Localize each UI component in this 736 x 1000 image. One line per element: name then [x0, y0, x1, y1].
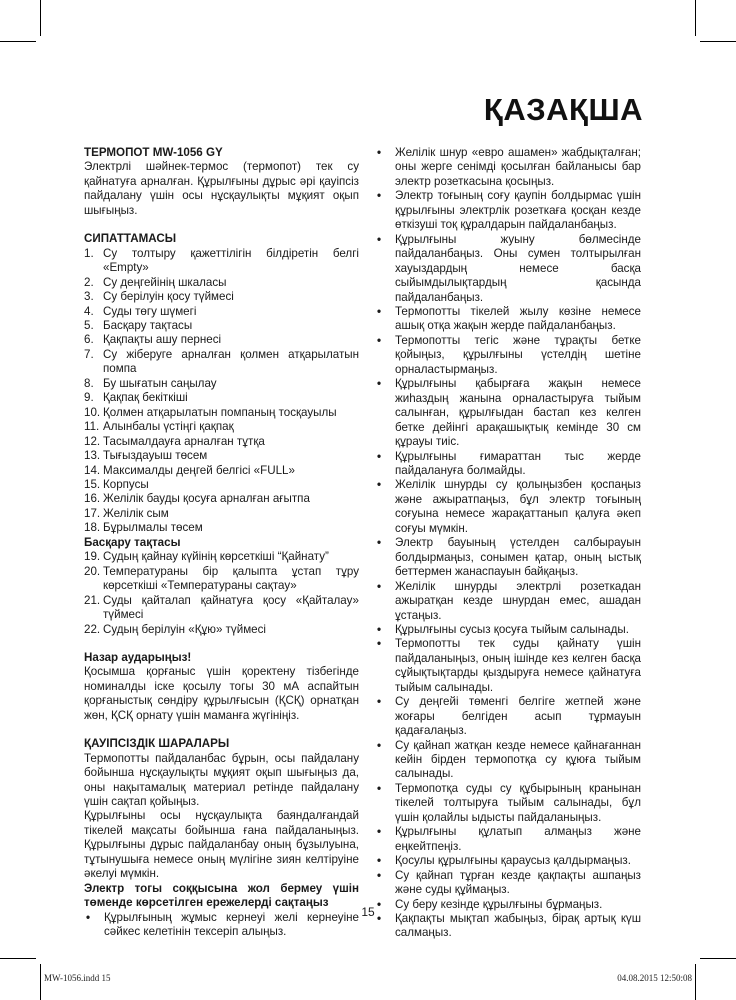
bullet-item: [375, 146, 641, 189]
safety-paragraph: Термопотты пайдаланбас бұрын, осы пайдалану бойынша нұсқаулықты мұқият оқып шығыңыз да, оны нақытамалық материал ретінде пайдалану үшін сақтап қойыңыз.: [84, 751, 359, 809]
list-item: [84, 377, 359, 391]
bullet-icon: •: [377, 146, 382, 159]
bullet-icon: •: [377, 232, 382, 246]
list-item-number: 22.: [84, 622, 101, 636]
bullet-icon: •: [86, 910, 91, 924]
bullet-text: Термопотты тек суды қайнату үшін пайдаланыңыз, оның ішінде кез келген басқа сұйықтықтарды қыздыруға немесе қайнатуға тыйым салынады.: [395, 637, 641, 694]
bullet-item: [375, 536, 641, 579]
list-item: [84, 247, 359, 276]
bullet-text: Құрылғыны ғимараттан тыс жерде пайдалануға болмайды.: [395, 449, 641, 477]
list-item-number: 6.: [84, 333, 94, 347]
list-item-text: Желілік сым: [103, 506, 169, 520]
bullet-item: [375, 377, 641, 449]
bullet-text: Қосулы құрылғыны қараусыз қалдырмаңыз.: [395, 854, 631, 868]
list-item-text: Тасымалдауға арналған тұтқа: [103, 434, 265, 448]
bullet-text: Су деңгейі төменгі белгіге жетпей және жоғары белгіден асып тұрмауын қадағалаңыз.: [395, 695, 641, 738]
bullet-item: [375, 912, 641, 941]
bullet-text: Қақпақты мықтап жабыңыз, бірақ артық күш салмаңыз.: [395, 912, 641, 940]
bullet-item: [375, 580, 641, 623]
bullet-icon: •: [377, 478, 382, 492]
bullet-item: [375, 782, 641, 825]
bullet-icon: •: [377, 536, 382, 550]
list-item-number: 18.: [84, 521, 101, 535]
list-item-number: 14.: [84, 463, 101, 477]
bullet-icon: •: [377, 825, 382, 839]
list-item-number: 2.: [84, 275, 94, 289]
language-title: ҚАЗАҚША: [483, 92, 643, 127]
bullet-item: [375, 478, 641, 536]
bullet-item: [375, 334, 641, 377]
list-item-text: Су жіберуге арналған қолмен атқарылатын помпа: [103, 347, 359, 376]
list-item-number: 1.: [84, 246, 94, 260]
list-item-number: 19.: [84, 550, 101, 564]
safety-bullets-left: [84, 911, 359, 940]
list-item-number: 5.: [84, 318, 94, 332]
safety-bullets-right: [375, 146, 641, 941]
bullet-text: Құрылғыны сусыз қосуға тыйым салынады.: [395, 622, 629, 636]
bullet-text: Құрылғыны құлатып алмаңыз және еңкейтпеңіз.: [395, 825, 641, 853]
list-item-text: Алынбалы үстіңгі қақпақ: [103, 420, 234, 434]
list-item: [84, 391, 359, 405]
bullet-item: [375, 695, 641, 738]
list-item-text: Бұрылмалы төсем: [103, 521, 203, 535]
bullet-item: [375, 450, 641, 479]
bullet-text: Электр тоғының соғу қаупін болдырмас үшін құрылғыны электрлік розеткаға қосқан кезде өткізуші тоқ құралдарын пайдаланбаңыз.: [395, 189, 641, 232]
bullet-icon: •: [377, 738, 382, 752]
bullet-text: Құрылғының жұмыс кернеуі желі кернеуіне сәйкес келетінін тексеріп алыңыз.: [104, 910, 359, 939]
list-item-text: Басқару тақтасы: [103, 318, 193, 332]
attention-heading: Назар аударыңыз!: [84, 650, 192, 664]
bullet-text: Құрылғыны қабырғаға жақын немесе жиһаздың жанына орналастыруға тыйым салынған, құрылғыдан бастап кез келген бетке дейінгі арақашықтық кемінде 30 см құрауы тиіс.: [395, 377, 641, 449]
list-item-number: 21.: [84, 593, 101, 607]
list-item: [84, 319, 359, 333]
list-item-text: Суды қайталап қайнатуға қосу «Қайталау» түймесі: [103, 593, 359, 622]
list-item-number: 7.: [84, 347, 94, 361]
bullet-item: [375, 637, 641, 695]
list-item-number: 13.: [84, 449, 101, 463]
bullet-icon: •: [377, 333, 382, 347]
bullet-icon: •: [377, 637, 382, 651]
bullet-icon: •: [377, 912, 382, 926]
bullet-item: [375, 189, 641, 232]
list-item-text: Температураны бір қалыпта ұстап тұру көрсеткіші «Температураны сақтау»: [103, 564, 359, 593]
parts-list: [84, 247, 359, 536]
bullet-item: [375, 825, 641, 854]
list-item: [84, 276, 359, 290]
description-heading: СИПАТТАМАСЫ: [84, 232, 177, 246]
list-item: [84, 478, 359, 492]
bullet-text: Электр бауының үстелден салбырауын болдырмаңыз, сонымен қатар, оның ыстық беттермен жанаспауын байқаңыз.: [395, 536, 641, 579]
list-item-text: Судың қайнау күйінің көрсеткіші “Қайнату”: [103, 550, 329, 564]
bullet-icon: •: [377, 579, 382, 593]
list-item-text: Су деңгейінің шкаласы: [103, 275, 227, 289]
list-item-text: Қақпақты ашу пернесі: [103, 333, 222, 347]
list-item-number: 10.: [84, 405, 101, 419]
bullet-text: Су беру кезінде құрылғыны бұрмаңыз.: [395, 897, 603, 911]
list-item-text: Су толтыру қажеттілігін білдіретін белгі «Empty»: [103, 246, 359, 275]
list-item-text: Желілік бауды қосуға арналған ағытпа: [103, 492, 310, 506]
bullet-item: [375, 869, 641, 898]
list-item-text: Максималды деңгей белгісі «FULL»: [103, 463, 295, 477]
electric-shock-heading: Электр тогы соққысына жол бермеу үшін төменде көрсетілген ережелерді сақтаңыз: [84, 881, 359, 910]
list-item-text: Судың берілуін «Құю» түймесі: [103, 622, 266, 636]
list-item-text: Қақпақ бекіткіші: [103, 391, 188, 405]
bullet-text: Су қайнап тұрған кезде қақпақты ашпаңыз және суды құймаңыз.: [395, 868, 641, 897]
list-item-text: Тығыздауыш төсем: [103, 449, 208, 463]
bullet-text: Желілік шнур «евро ашамен» жабдықталған; оны жерге сенімді қосылған байланысы бар электр розеткасына қосыңыз.: [395, 146, 641, 188]
list-item-text: Су берілуін қосу түймесі: [103, 290, 234, 304]
list-item: [84, 406, 359, 420]
list-item: [84, 420, 359, 434]
bullet-item: [375, 623, 641, 637]
list-item: [84, 464, 359, 478]
list-item-text: Қолмен атқарылатын помпаның тосқауылы: [103, 405, 337, 419]
bullet-icon: •: [377, 781, 382, 795]
right-column: [375, 146, 641, 941]
list-item-number: 17.: [84, 506, 101, 520]
crop-mark: [0, 41, 36, 42]
bullet-icon: •: [377, 868, 382, 882]
crop-mark: [40, 964, 41, 1000]
list-item: [84, 521, 359, 535]
list-item-number: 11.: [84, 420, 100, 434]
list-item-number: 12.: [84, 434, 101, 448]
list-item: [84, 623, 359, 637]
list-item-number: 3.: [84, 290, 94, 304]
bullet-icon: •: [377, 304, 382, 318]
bullet-icon: •: [377, 897, 382, 911]
list-item-number: 9.: [84, 391, 94, 405]
list-item: [84, 565, 359, 594]
list-item: [84, 305, 359, 319]
bullet-item: [375, 854, 641, 868]
page-number: 15: [361, 905, 375, 919]
attention-paragraph: Қосымша қорғаныс үшін қоректену тізбегінде номиналды іске қосылу тогы 30 мА аспайтын қорғаныстық сөндіру құрылғысын (ҚСҚ) орнатқан жөн, ҚСҚ орнату үшін маманға жүгініңіз.: [84, 665, 359, 722]
list-item: [84, 550, 359, 564]
crop-mark: [0, 958, 36, 959]
footer-timestamp: 04.08.2015 12:50:08: [617, 973, 692, 983]
list-item: [84, 492, 359, 506]
crop-mark: [40, 0, 41, 36]
list-item-text: Бу шығатын саңылау: [103, 376, 217, 390]
list-item: [84, 290, 359, 304]
bullet-item: [375, 898, 641, 912]
bullet-icon: •: [377, 377, 382, 391]
safety-heading: ҚАУІПСІЗДІК ШАРАЛАРЫ: [84, 737, 230, 751]
bullet-icon: •: [377, 189, 382, 203]
product-title: ТЕРМОПОТ MW-1056 GY: [84, 146, 223, 159]
crop-mark: [700, 958, 736, 959]
control-panel-heading: Басқару тақтасы: [84, 535, 181, 549]
list-item-number: 8.: [84, 376, 94, 390]
bullet-text: Термопотты тікелей жылу көзіне немесе ашық отқа жақын жерде пайдаланбаңыз.: [395, 304, 641, 333]
safety-paragraph: Құрылғыны осы нұсқаулықта баяндалғандай тікелей мақсаты бойынша ғана пайдаланыңыз. Құрылғыны дұрыс пайдаланбау оның бұзылуына, тұтынушыға немесе оның мүлігіне зиян келтіруіне әкелуі мүмкін.: [84, 809, 359, 881]
bullet-item: [375, 305, 641, 334]
left-column: [84, 146, 359, 940]
list-item-text: Суды төгу шүмегі: [103, 304, 197, 318]
bullet-text: Желілік шнурды электрлі розеткадан ажыратқан кезде шнурдан емес, ашадан ұстаңыз.: [395, 579, 641, 622]
bullet-icon: •: [377, 854, 382, 868]
bullet-text: Желілік шнурды су қолыңызбен қоспаңыз және ажыратпаңыз, бұл электр тоғының соғуына немесе жарақаттанып қалуға әкеп соғуы мүмкін.: [395, 478, 641, 535]
list-item-number: 16.: [84, 492, 101, 506]
bullet-item: [375, 739, 641, 782]
bullet-text: Құрылғыны жуыну бөлмесінде пайдаланбаңыз. Оны сумен толтырылған хауыздардың немесе басқа сыйымдылықтардың қасында пайдаланбаңыз.: [395, 232, 641, 304]
bullet-icon: •: [377, 695, 382, 709]
footer-file-slug: MW-1056.indd 15: [44, 973, 111, 983]
list-item: [84, 507, 359, 521]
list-item: [84, 435, 359, 449]
list-item-text: Корпусы: [103, 477, 149, 491]
bullet-icon: •: [377, 449, 382, 463]
bullet-text: Су қайнап жатқан кезде немесе қайнағаннан кейін бірден термопотқа су құюға тыйым салынады.: [395, 738, 641, 781]
list-item: [84, 594, 359, 623]
list-item: [84, 348, 359, 377]
bullet-item: [84, 911, 359, 940]
list-item: [84, 449, 359, 463]
crop-mark: [695, 0, 696, 36]
list-item: [84, 333, 359, 347]
bullet-text: Термопотты тегіс және тұрақты бетке қойыңыз, құрылғыны үстелдің шетіне орналастырмаңыз.: [395, 333, 641, 376]
crop-mark: [700, 41, 736, 42]
bullet-icon: •: [377, 622, 382, 636]
crop-mark: [695, 964, 696, 1000]
bullet-item: [375, 233, 641, 305]
list-item-number: 15.: [84, 477, 101, 491]
list-item-number: 20.: [84, 564, 101, 578]
list-item-number: 4.: [84, 304, 94, 318]
control-panel-list: [84, 550, 359, 637]
bullet-text: Термопотқа суды су құбырының кранынан тікелей толтыруға тыйым салынады, бұл үшін қолайлы ыдысты пайдаланыңыз.: [395, 781, 641, 824]
intro-paragraph: Электрлі шәйнек-термос (термопот) тек су қайнатуға арналған. Құрылғыны дұрыс әрі қауіпсіз пайдалану үшін осы нұсқаулықты мұқият оқып шығыңыз.: [84, 160, 359, 217]
